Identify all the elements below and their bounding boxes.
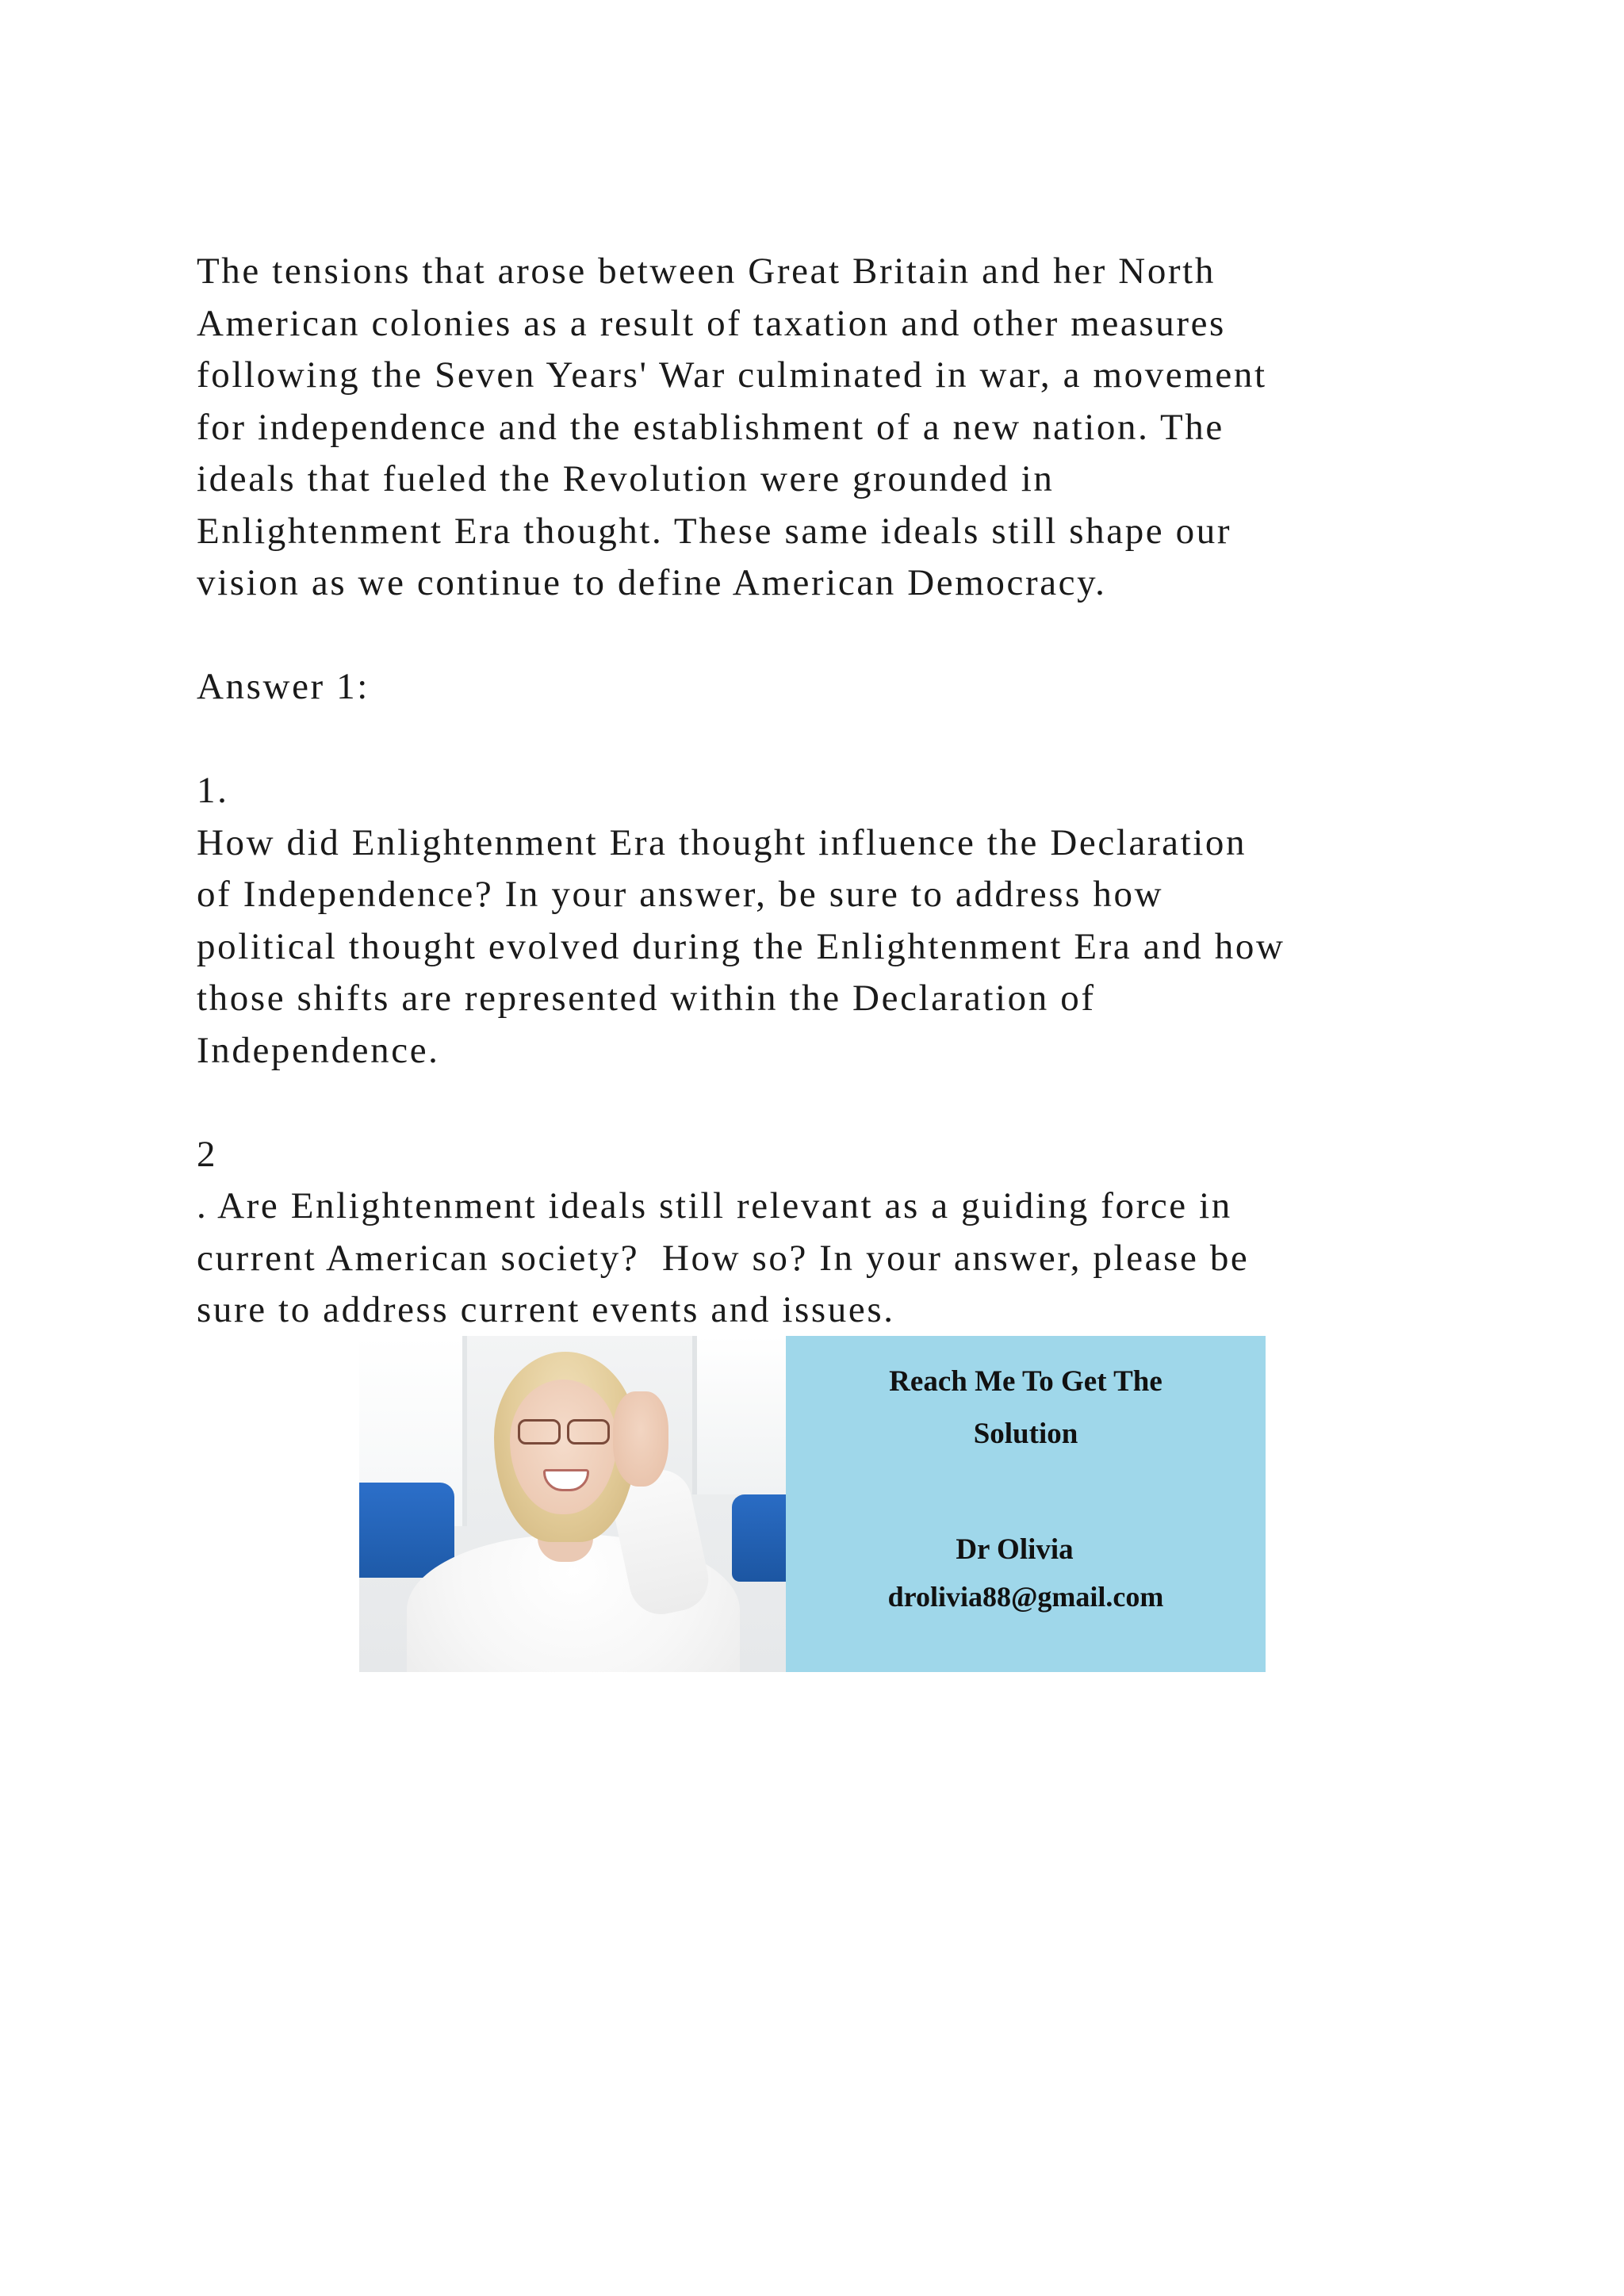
question-2-line: . Are Enlightenment ideals still relevant as a guiding force in [197,1185,1232,1226]
glasses-lens [518,1419,561,1445]
woman-photo [359,1336,786,1672]
paragraph-gap [197,1077,1481,1129]
background-window [692,1336,786,1494]
contact-panel [786,1336,1266,1672]
intro-line: Enlightenment Era thought. These same ideals still shape our [197,510,1232,552]
document-text [197,246,1481,1337]
contact-name: Dr Olivia [956,1533,1074,1566]
intro-line: for independence and the establishment of a new nation. The [197,406,1224,448]
intro-line: American colonies as a result of taxation and other measures [197,302,1226,344]
banner-headline: Reach Me To Get The [889,1365,1162,1398]
banner-headline-2: Solution [973,1418,1078,1450]
question-1-line: political thought evolved during the Enlightenment Era and how [197,925,1285,967]
question-1-line: of Independence? In your answer, be sure to address how [197,874,1164,915]
paragraph-gap [197,714,1481,766]
contact-email: drolivia88@gmail.com [887,1581,1164,1613]
question-2-line: current American society? How so? In your answer, please be [197,1237,1250,1279]
paragraph-gap [197,610,1481,662]
glasses-lens [567,1419,610,1445]
question-2-number: 2 [197,1133,218,1175]
question-1-line: those shifts are represented within the Declaration of [197,978,1096,1019]
question-2-line: sure to address current events and issues. [197,1289,895,1330]
answer-heading: Answer 1: [197,666,370,707]
intro-line: The tensions that arose between Great Britain and her North [197,251,1216,292]
question-1-number: 1. [197,770,229,811]
question-1-line: Independence. [197,1029,440,1071]
intro-line: following the Seven Years' War culminated in war, a movement [197,354,1267,396]
intro-line: ideals that fueled the Revolution were grounded in [197,458,1055,499]
hand [613,1391,668,1487]
intro-line: vision as we continue to define American Democracy. [197,562,1107,603]
glasses-icon [516,1419,611,1443]
contact-banner [359,1336,1266,1672]
question-1-line: How did Enlightenment Era thought influence the Declaration [197,821,1247,863]
